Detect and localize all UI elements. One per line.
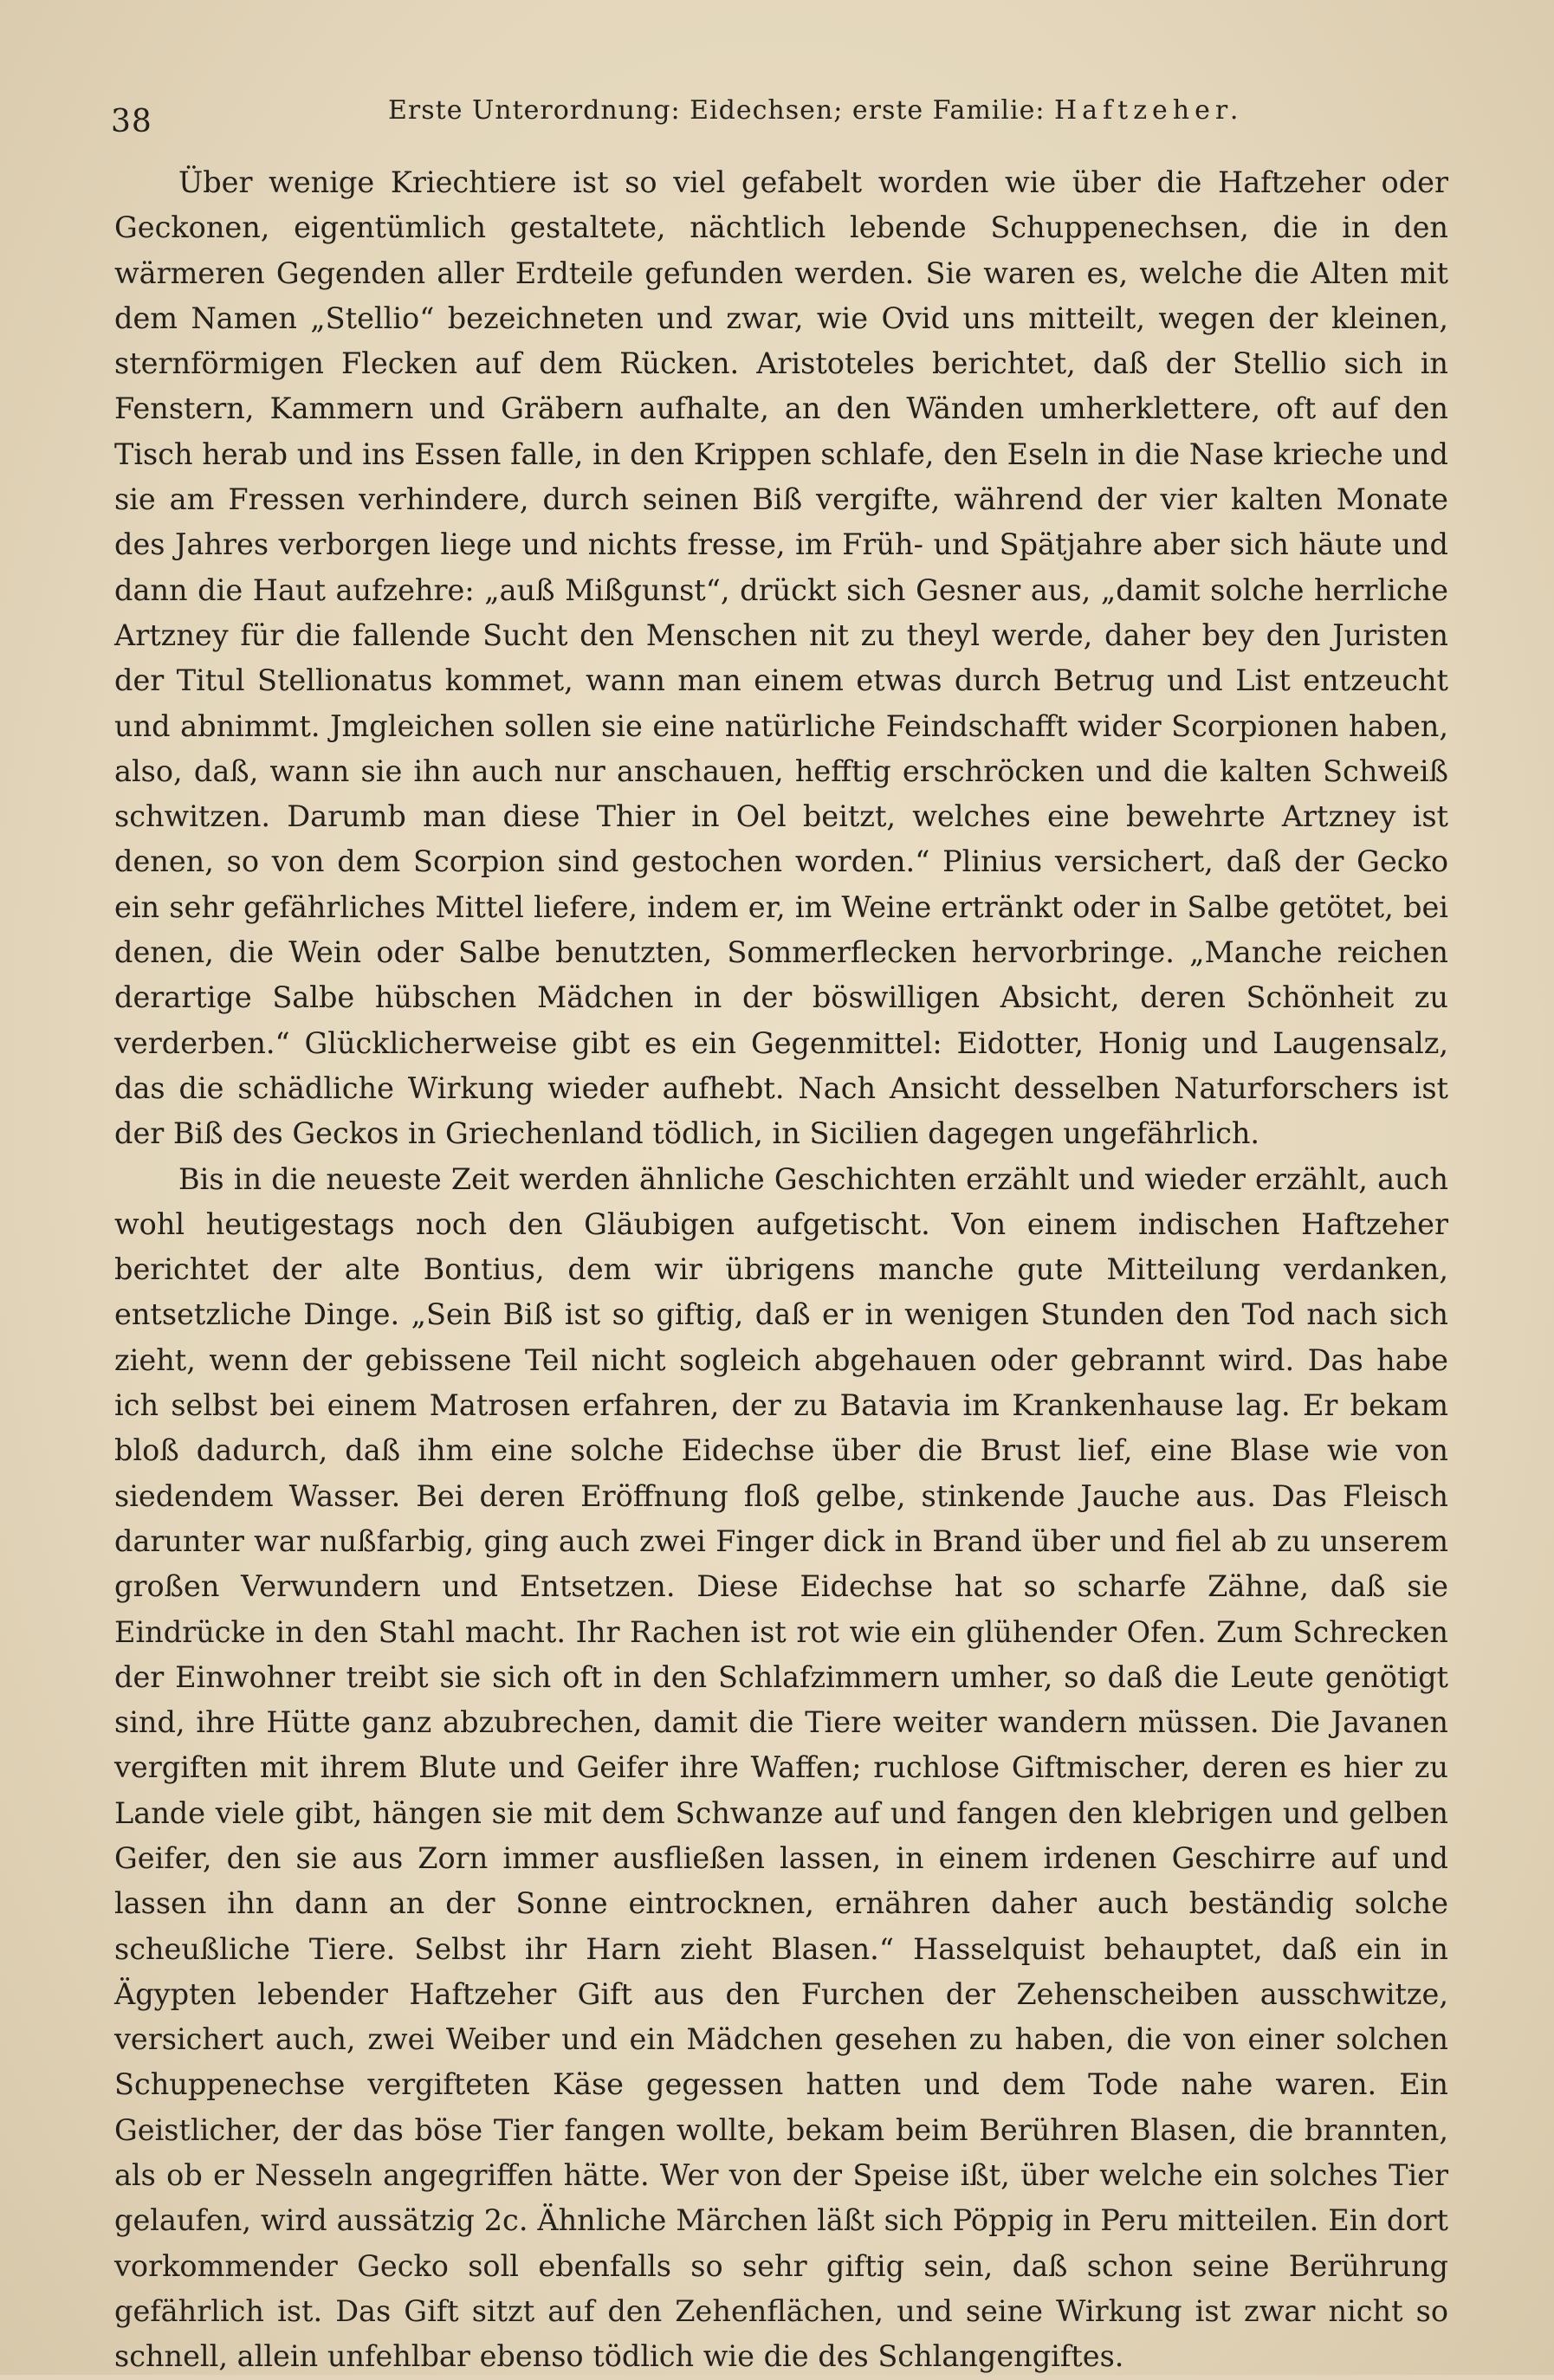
body-text [114,160,1448,2380]
running-title-prefix: Erste Unterordnung: Eidechsen; erste Familie: [388,95,1046,126]
running-title-family: Haftzeher. [1053,95,1244,126]
paragraph-2: Bis in die neueste Zeit werden ähnliche Geschichten erzählt und wieder erzählt, auch wohl heutigestags noch den Gläubigen aufgetischt. Von einem indischen Haftzeher berichtet der alte Bontius, dem wir übrigens manche gute Mitteilung verdanken, entsetzliche Dinge. „Sein Biß ist so giftig, daß er in wenigen Stunden den Tod nach sich zieht, wenn der gebissene Teil nicht sogleich abgehauen oder gebrannt wird. Das habe ich selbst bei einem Matrosen erfahren, der zu Batavia im Krankenhause lag. Er bekam bloß dadurch, daß ihm eine solche Eidechse über die Brust lief, eine Blase wie von siedendem Wasser. Bei deren Eröffnung floß gelbe, stinkende Jauche aus. Das Fleisch darunter war nußfarbig, ging auch zwei Finger dick in Brand über und fiel ab zu unserem großen Verwundern und Entsetzen. Diese Eidechse hat so scharfe Zähne, daß sie Eindrücke in den Stahl macht. Ihr Rachen ist rot wie ein glühender Ofen. Zum Schrecken der Einwohner treibt sie sich oft in den Schlafzimmern umher, so daß die Leute genötigt sind, ihre Hütte ganz abzubrechen, damit die Tiere weiter wandern müssen. Die Javanen vergiften mit ihrem Blute und Geifer ihre Waffen; ruchlose Giftmischer, deren es hier zu Lande viele gibt, hängen sie mit dem Schwanze auf und fangen den klebrigen und gelben Geifer, den sie aus Zorn immer ausfließen lassen, in einem irdenen Geschirre auf und lassen ihn dann an der Sonne eintrocknen, ernähren daher auch beständig solche scheußliche Tiere. Selbst ihr Harn zieht Blasen.“ Hasselquist behauptet, daß ein in Ägypten lebender Haftzeher Gift aus den Furchen der Zehenscheiben ausschwitze, versichert auch, zwei Weiber und ein Mädchen gesehen zu haben, die von einer solchen Schuppenechse vergifteten Käse gegessen hatten und dem Tode nahe waren. Ein Geistlicher, der das böse Tier fangen wollte, bekam beim Berühren Blasen, die brannten, als ob er Nesseln angegriffen hätte. Wer von der Speise ißt, über welche ein solches Tier gelaufen, wird aussätzig 2c. Ähnliche Märchen läßt sich Pöppig in Peru mitteilen. Ein dort vorkommender Gecko soll ebenfalls so sehr giftig sein, daß schon seine Berührung gefährlich ist. Das Gift sitzt auf den Zehenflächen, und seine Wirkung ist zwar nicht so schnell, allein unfehlbar ebenso tödlich wie die des Schlangengiftes. [114,1161,1448,2374]
running-title [388,95,1243,126]
page-header [111,87,1462,139]
page-number: 38 [111,104,152,139]
paragraph-1: Über wenige Kriechtiere ist so viel gefabelt worden wie über die Haftzeher oder Geckonen, eigentümlich gestaltete, nächtlich lebende Schuppenechsen, die in den wärmeren Gegenden aller Erdteile gefunden werden. Sie waren es, welche die Alten mit dem Namen „Stellio“ bezeichneten und zwar, wie Ovid uns mitteilt, wegen der kleinen, sternförmigen Flecken auf dem Rücken. Aristoteles berichtet, daß der Stellio sich in Fenstern, Kammern und Gräbern aufhalte, an den Wänden umherklettere, oft auf den Tisch herab und ins Essen falle, in den Krippen schlafe, den Eseln in die Nase krieche und sie am Fressen verhindere, durch seinen Biß vergifte, während der vier kalten Monate des Jahres verborgen liege und nichts fresse, im Früh- und Spätjahre aber sich häute und dann die Haut aufzehre: „auß Mißgunst“, drückt sich Gesner aus, „damit solche herrliche Artzney für die fallende Sucht den Menschen nit zu theyl werde, daher bey den Juristen der Titul Stellionatus kommet, wann man einem etwas durch Betrug und List entzeucht und abnimmt. Jmgleichen sollen sie eine natürliche Feindschafft wider Scorpionen haben, also, daß, wann sie ihn auch nur anschauen, hefftig erschröcken und die kalten Schweiß schwitzen. Darumb man diese Thier in Oel beitzt, welches eine bewehrte Artzney ist denen, so von dem Scorpion sind gestochen worden.“ Plinius versichert, daß der Gecko ein sehr gefährliches Mittel liefere, indem er, im Weine ertränkt oder in Salbe getötet, bei denen, die Wein oder Salbe benutzten, Sommerflecken hervorbringe. „Manche reichen derartige Salbe hübschen Mädchen in der böswilligen Absicht, deren Schönheit zu verderben.“ Glücklicherweise gibt es ein Gegenmittel: Eidotter, Honig und Laugensalz, das die schädliche Wirkung wieder aufhebt. Nach Ansicht desselben Naturforschers ist der Biß des Geckos in Griechenland tödlich, in Sicilien dagegen ungefährlich. [114,165,1448,1151]
